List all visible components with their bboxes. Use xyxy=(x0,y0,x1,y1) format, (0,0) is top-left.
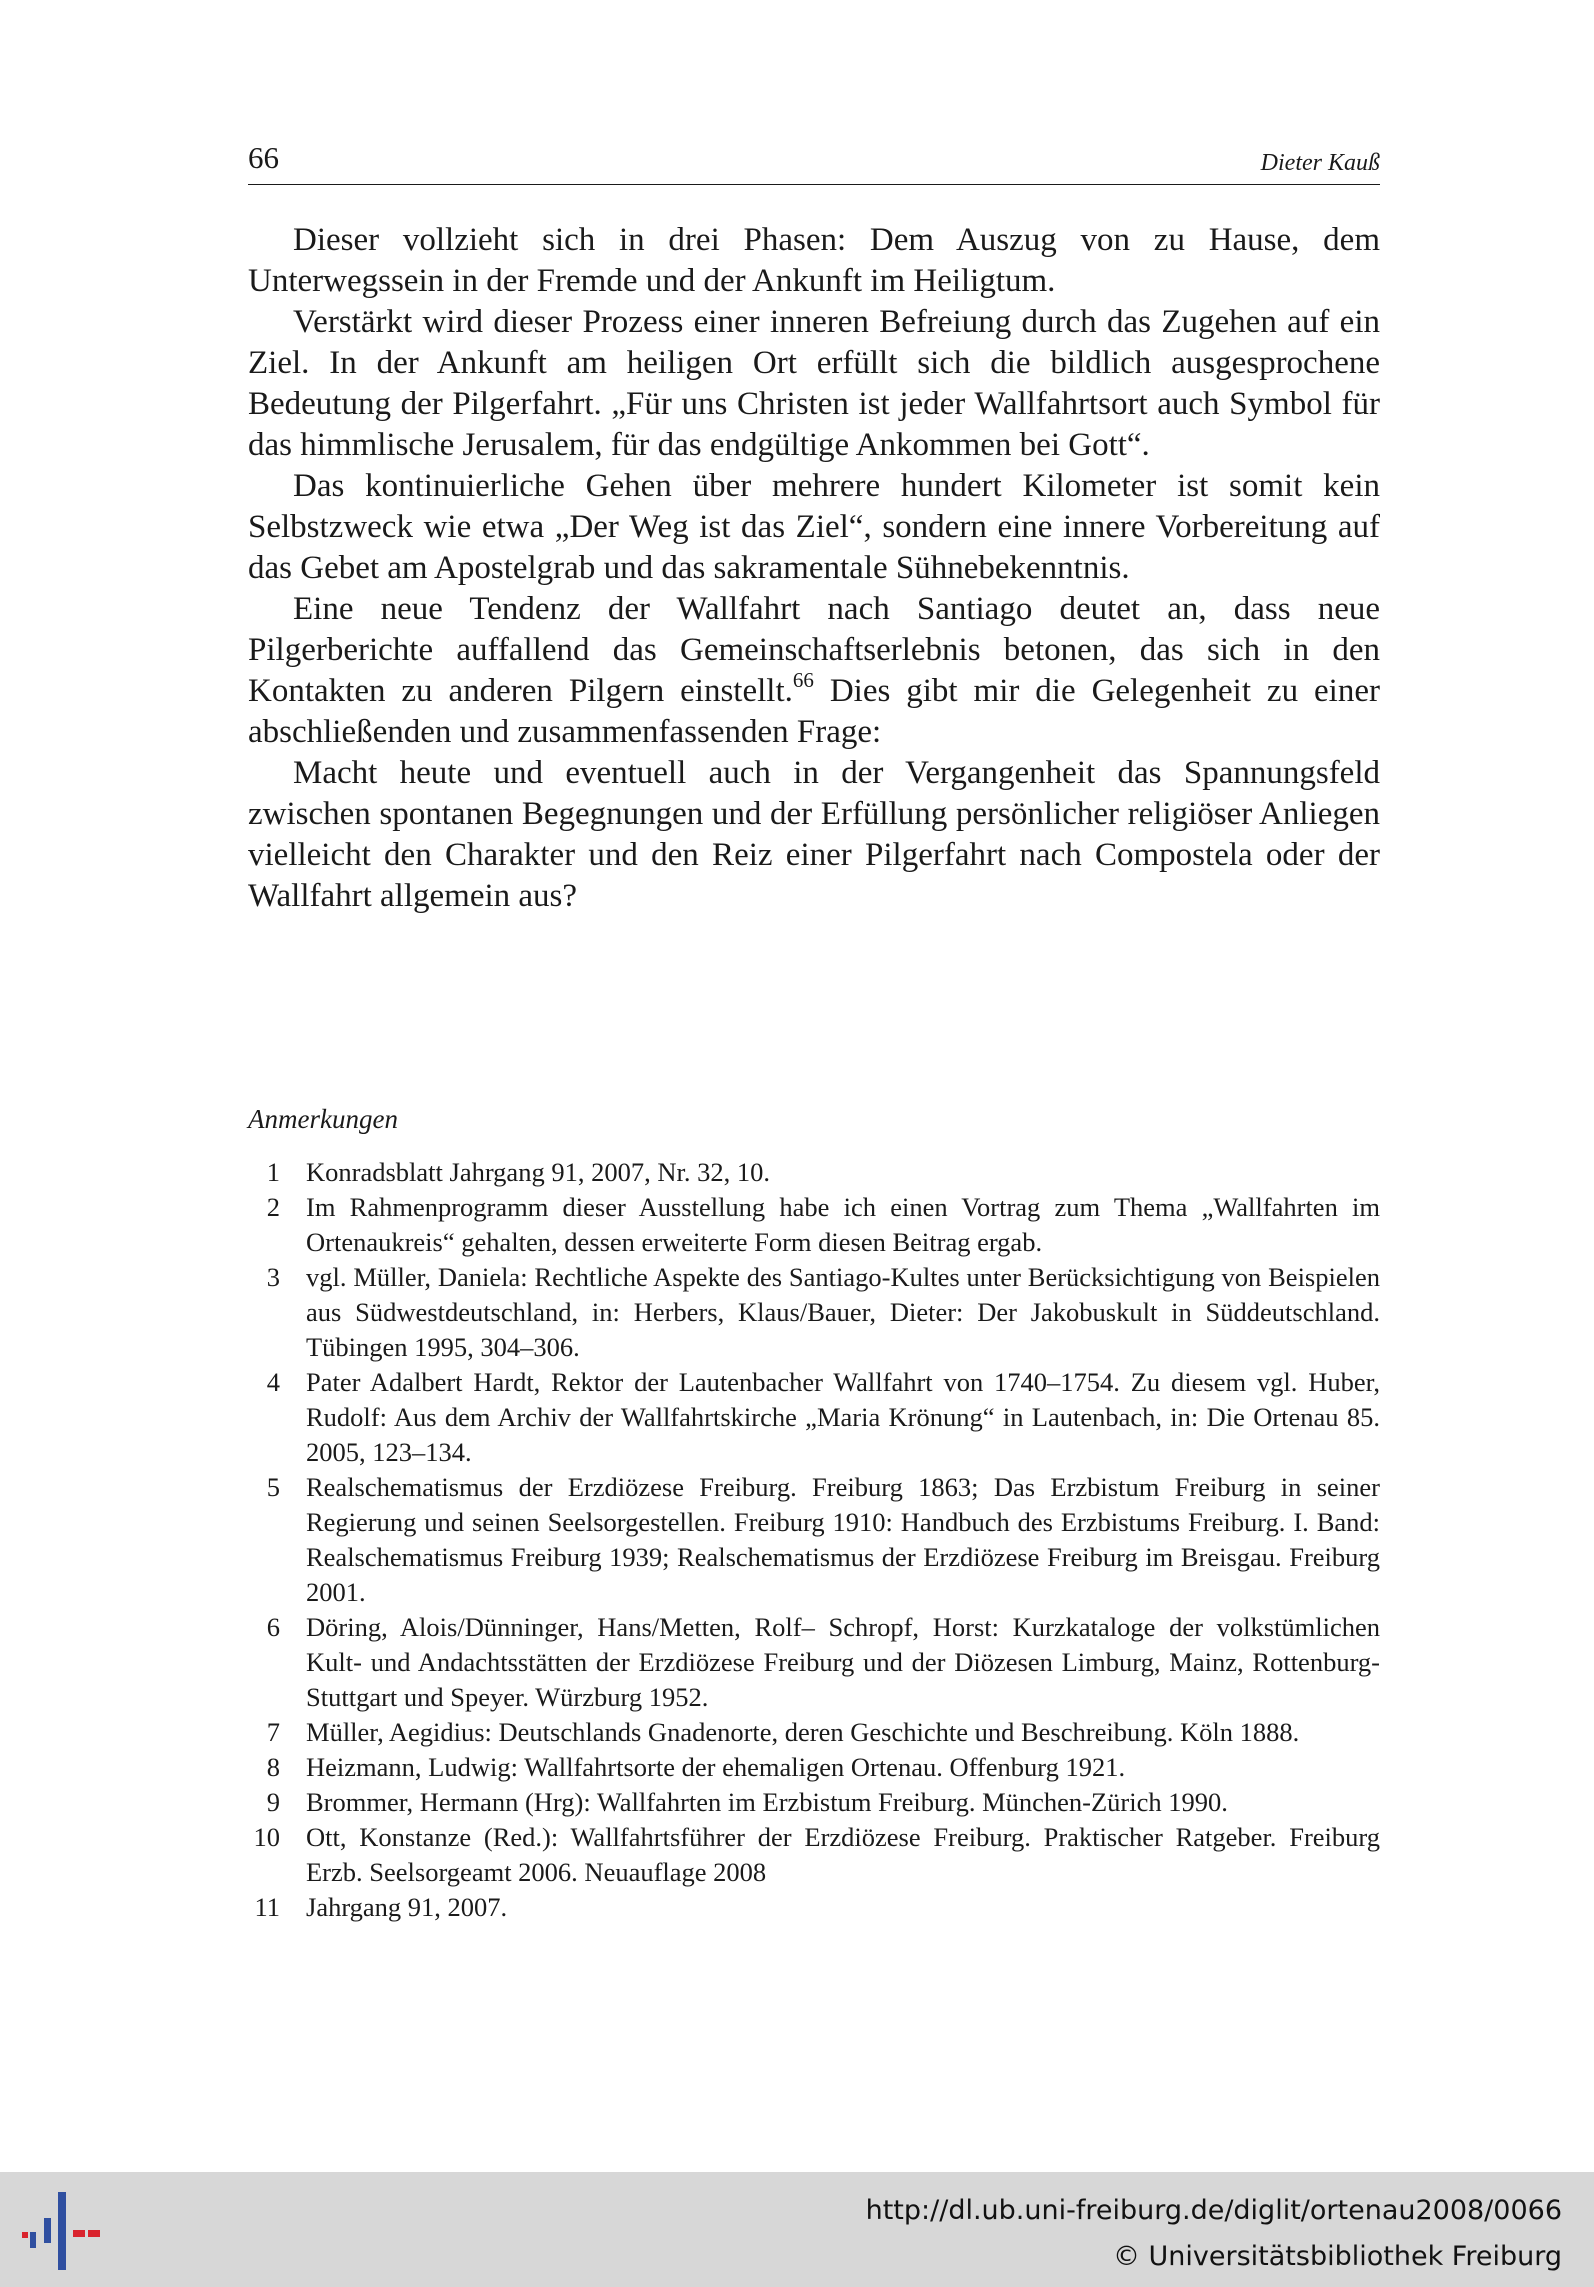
note-text: Ott, Konstanze (Red.): Wallfahrtsführer der Erzdiözese Freiburg. Praktischer Ratgeber. Freiburg Erzb. Seelsorgeamt 2006. Neuauflage 2008 xyxy=(306,1822,1380,1887)
body-paragraph: Dieser vollzieht sich in drei Phasen: Dem Auszug von zu Hause, dem Unterwegssein in der Fremde und der Ankunft im Heiligtum. xyxy=(248,222,1380,299)
note-text: Döring, Alois/Dünninger, Hans/Metten, Rolf– Schropf, Horst: Kurzkataloge der volkstümlichen Kult- und Andachtsstätten der Erzdiözese Freiburg und der Diözesen Limburg, Mainz, Rottenburg-Stuttgart und Speyer. Würzburg 1952. xyxy=(306,1612,1380,1712)
note-text: Konradsblatt Jahrgang 91, 2007, Nr. 32, 10. xyxy=(306,1157,770,1187)
source-url-link[interactable]: http://dl.ub.uni-freiburg.de/diglit/ortenau2008/0066 xyxy=(865,2195,1562,2226)
note-item xyxy=(248,1750,1380,1785)
note-text: Pater Adalbert Hardt, Rektor der Lautenbacher Wallfahrt von 1740–1754. Zu diesem vgl. Huber, Rudolf: Aus dem Archiv der Wallfahrtskirche „Maria Krönung“ in Lautenbach, in: Die Ortenau 85. 2005, 123–134. xyxy=(306,1367,1380,1467)
note-number: 2 xyxy=(266,1192,280,1222)
paragraph-text: Eine neue Tendenz der Wallfahrt nach Santiago deutet an, dass neue Pilgerberichte auffallend das Gemeinschaftserlebnis betonen, das sich in den Kontakten zu anderen Pilgern einstellt. xyxy=(248,591,1380,709)
note-item xyxy=(248,1190,1380,1260)
copyright-notice: © Universitätsbibliothek Freiburg xyxy=(1112,2241,1562,2272)
note-text: Im Rahmenprogramm dieser Ausstellung habe ich einen Vortrag zum Thema „Wallfahrten im Ortenaukreis“ gehalten, dessen erweiterte Form diesen Beitrag ergab. xyxy=(306,1192,1380,1257)
running-head-author: Dieter Kauß xyxy=(1260,150,1380,176)
note-number: 10 xyxy=(253,1822,280,1852)
note-item xyxy=(248,1890,1380,1925)
note-item xyxy=(248,1365,1380,1470)
note-number: 5 xyxy=(266,1472,280,1502)
note-text: Müller, Aegidius: Deutschlands Gnadenorte, deren Geschichte und Beschreibung. Köln 1888. xyxy=(306,1717,1300,1747)
page-number: 66 xyxy=(248,140,279,175)
note-number: 9 xyxy=(266,1787,280,1817)
page-header xyxy=(248,136,1380,185)
library-logo-icon xyxy=(22,2192,102,2270)
note-item xyxy=(248,1610,1380,1715)
note-number: 8 xyxy=(266,1752,280,1782)
note-number: 7 xyxy=(266,1717,280,1747)
note-number: 3 xyxy=(266,1262,280,1292)
footnote-reference[interactable]: 66 xyxy=(792,668,814,692)
note-item xyxy=(248,1715,1380,1750)
note-item xyxy=(248,1820,1380,1890)
note-text: Heizmann, Ludwig: Wallfahrtsorte der ehemaligen Ortenau. Offenburg 1921. xyxy=(306,1752,1126,1782)
body-paragraph: Verstärkt wird dieser Prozess einer inneren Befreiung durch das Zugehen auf ein Ziel. In der Ankunft am heiligen Ort erfüllt sich die bildlich ausgesprochene Bedeutung der Pilgerfahrt. „Für uns Christen ist jeder Wallfahrtsort auch Symbol für das himmlische Jerusalem, für das endgültige Ankommen bei Gott“. xyxy=(248,304,1380,463)
note-text: Jahrgang 91, 2007. xyxy=(306,1892,508,1922)
note-text: vgl. Müller, Daniela: Rechtliche Aspekte des Santiago-Kultes unter Berücksichtigung von Beispielen aus Südwestdeutschland, in: Herbers, Klaus/Bauer, Dieter: Der Jakobuskult in Süddeutschland. Tübingen 1995, 304–306. xyxy=(306,1262,1380,1362)
note-item xyxy=(248,1470,1380,1610)
notes-list xyxy=(248,1155,1380,1925)
note-number: 6 xyxy=(266,1612,280,1642)
note-number: 4 xyxy=(266,1367,280,1397)
note-number: 1 xyxy=(266,1157,280,1187)
body-paragraph: Das kontinuierliche Gehen über mehrere hundert Kilometer ist somit kein Selbstzweck wie etwa „Der Weg ist das Ziel“, sondern eine innere Vorbereitung auf das Gebet am Apostelgrab und das sakramentale Sühnebekenntnis. xyxy=(248,468,1380,586)
body-paragraph: Macht heute und eventuell auch in der Vergangenheit das Spannungsfeld zwischen spontanen Begegnungen und der Erfüllung persönlicher religiöser Anliegen vielleicht den Charakter und den Reiz einer Pilgerfahrt nach Compostela oder der Wallfahrt allgemein aus? xyxy=(248,755,1380,914)
note-text: Brommer, Hermann (Hrg): Wallfahrten im Erzbistum Freiburg. München-Zürich 1990. xyxy=(306,1787,1228,1817)
note-item xyxy=(248,1155,1380,1190)
note-item xyxy=(248,1785,1380,1820)
note-item xyxy=(248,1260,1380,1365)
notes-heading: Anmerkungen xyxy=(248,1104,398,1134)
note-text: Realschematismus der Erzdiözese Freiburg. Freiburg 1863; Das Erzbistum Freiburg in seiner Regierung und seinen Seelsorgestellen. Freiburg 1910: Handbuch des Erzbistums Freiburg. I. Band: Realschematismus Freiburg 1939; Realschematismus der Erzdiözese Freiburg im Breisgau. Freiburg 2001. xyxy=(306,1472,1380,1607)
library-footer xyxy=(0,2172,1594,2287)
note-number: 11 xyxy=(254,1892,280,1922)
paragraph-text: Dies gibt mir die Gelegenheit zu einer abschließenden und zusammenfassenden Frage: xyxy=(248,673,1380,750)
body-paragraph xyxy=(248,589,1380,753)
body-text xyxy=(248,220,1380,917)
